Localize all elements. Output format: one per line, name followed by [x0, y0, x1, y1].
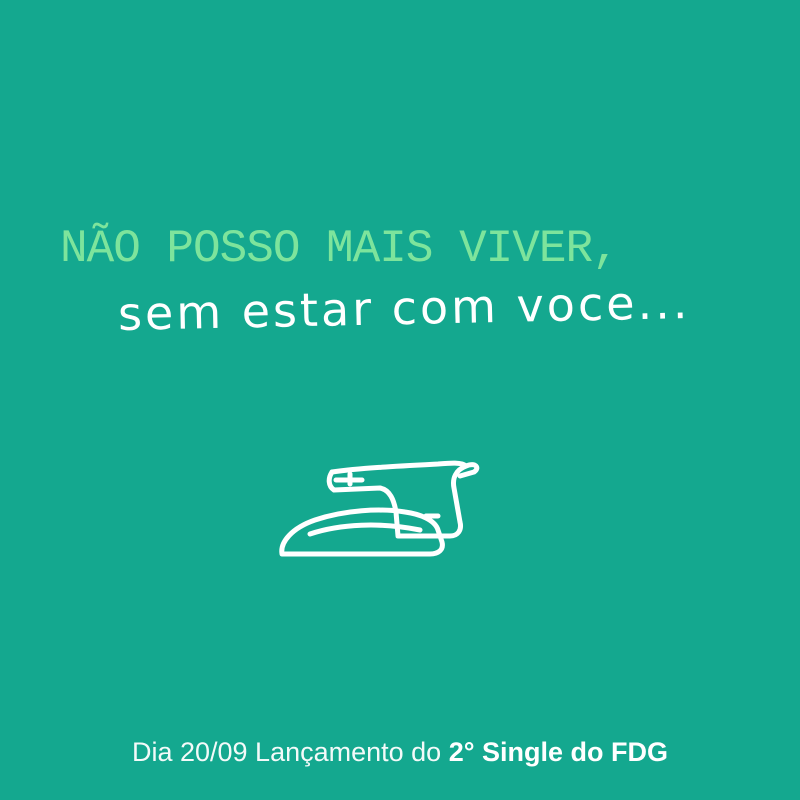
- release-announcement: [0, 734, 800, 770]
- single-name-text: 2° Single do FDG: [448, 737, 669, 767]
- release-date-text: Dia 20/09 Lançamento do: [131, 737, 442, 767]
- clothes-iron-icon: [270, 450, 490, 565]
- subline: sem estar com voce...: [117, 275, 691, 341]
- headline: NÃO POSSO MAIS VIVER,: [60, 223, 619, 275]
